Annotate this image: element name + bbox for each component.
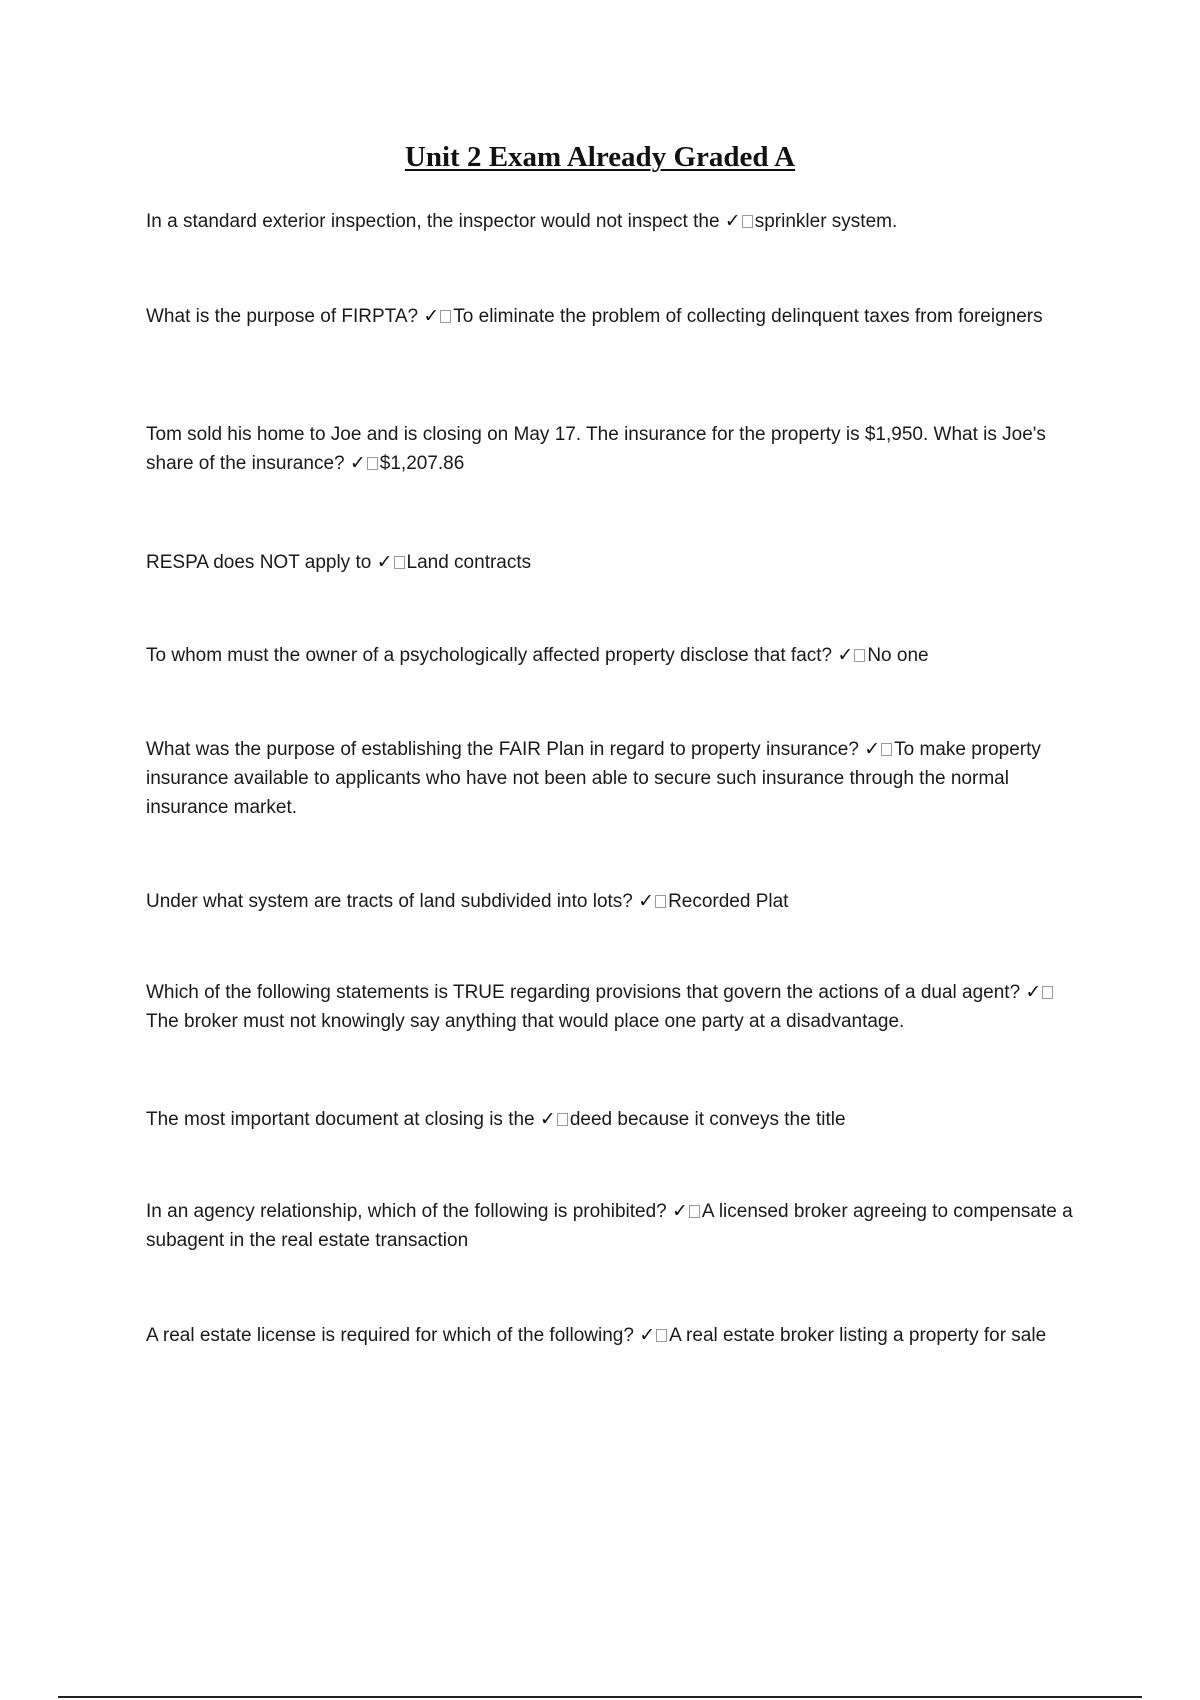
answer-marker — [377, 552, 407, 573]
question-text: In a standard exterior inspection, the inspector would not inspect the — [146, 211, 725, 232]
qa-item — [146, 735, 1086, 822]
empty-box-icon — [881, 743, 892, 756]
answer-marker — [837, 645, 867, 666]
qa-item — [146, 1321, 1086, 1350]
qa-item — [146, 302, 1086, 331]
question-text: In an agency relationship, which of the following is prohibited? — [146, 1201, 672, 1222]
answer-marker — [423, 306, 453, 327]
question-text: What was the purpose of establishing the FAIR Plan in regard to property insurance? — [146, 739, 865, 760]
question-text: RESPA does NOT apply to — [146, 552, 377, 573]
answer-text: Land contracts — [406, 552, 532, 573]
answer-text: $1,207.86 — [379, 453, 465, 474]
question-text: To whom must the owner of a psychologically affected property disclose that fact? — [146, 645, 838, 666]
empty-box-icon — [655, 895, 666, 908]
empty-box-icon — [1042, 986, 1053, 999]
qa-item — [146, 641, 1086, 670]
empty-box-icon — [440, 310, 451, 323]
page-bottom-rule — [58, 1696, 1142, 1698]
check-mark-icon: ✓ — [864, 739, 881, 760]
question-text: What is the purpose of FIRPTA? — [146, 306, 424, 327]
answer-marker — [639, 1325, 669, 1346]
qa-item — [146, 548, 1086, 577]
check-mark-icon: ✓ — [423, 306, 440, 327]
answer-text: A licensed broker agreeing to compensate a subagent in the real estate transaction — [146, 1201, 1073, 1251]
check-mark-icon: ✓ — [837, 645, 854, 666]
qa-item — [146, 1197, 1086, 1255]
answer-text: Recorded Plat — [668, 891, 789, 912]
qa-item — [146, 1105, 1086, 1134]
question-text: The most important document at closing is the — [146, 1109, 540, 1130]
check-mark-icon: ✓ — [639, 1325, 656, 1346]
check-mark-icon: ✓ — [672, 1201, 688, 1222]
answer-marker — [1025, 982, 1055, 1003]
check-mark-icon: ✓ — [1025, 982, 1042, 1003]
check-mark-icon: ✓ — [724, 211, 741, 232]
qa-item — [146, 978, 1086, 1036]
answer-text: sprinkler system. — [754, 211, 898, 232]
answer-marker — [672, 1201, 702, 1222]
empty-box-icon — [557, 1113, 568, 1126]
answer-text: No one — [867, 645, 929, 666]
answer-marker — [540, 1109, 570, 1130]
check-mark-icon: ✓ — [349, 453, 366, 474]
empty-box-icon — [689, 1205, 700, 1218]
question-text: Tom sold his home to Joe and is closing on May 17. The insurance for the property is $1,950. What is Joe's share of the insurance? — [146, 424, 1046, 474]
check-mark-icon: ✓ — [638, 891, 655, 912]
question-text: Under what system are tracts of land subdivided into lots? — [146, 891, 639, 912]
question-text: A real estate license is required for which of the following? — [146, 1325, 640, 1346]
answer-marker — [725, 211, 755, 232]
answer-text: To eliminate the problem of collecting delinquent taxes from foreigners — [453, 306, 1043, 327]
document-title: Unit 2 Exam Already Graded A — [404, 141, 796, 173]
answer-text: To make property insurance available to applicants who have not been able to secure such insurance through the normal insurance market. — [146, 739, 1041, 818]
qa-item — [146, 207, 1086, 236]
answer-marker — [350, 453, 380, 474]
check-mark-icon: ✓ — [376, 552, 393, 573]
empty-box-icon — [394, 556, 405, 569]
answer-text: A real estate broker listing a property for sale — [669, 1325, 1047, 1346]
answer-text: The broker must not knowingly say anything that would place one party at a disadvantage. — [146, 1011, 905, 1032]
question-text: Which of the following statements is TRUE regarding provisions that govern the actions of a dual agent? — [146, 982, 1026, 1003]
answer-marker — [638, 891, 668, 912]
empty-box-icon — [854, 649, 865, 662]
check-mark-icon: ✓ — [539, 1109, 556, 1130]
answer-marker — [864, 739, 894, 760]
empty-box-icon — [742, 215, 753, 228]
empty-box-icon — [656, 1329, 667, 1342]
qa-item — [146, 887, 1086, 916]
answer-text: deed because it conveys the title — [569, 1109, 846, 1130]
empty-box-icon — [367, 457, 378, 470]
qa-item — [146, 420, 1086, 478]
